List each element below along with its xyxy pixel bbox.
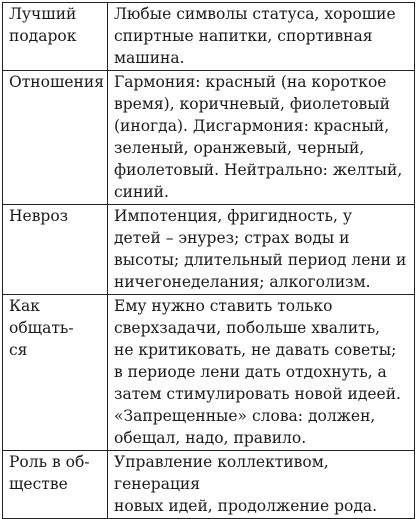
table-row (3, 205, 415, 295)
row-term-relations: Отношения (3, 71, 108, 205)
row-term-how-to-communicate: Как общать- ся (3, 295, 108, 451)
row-description-role-in-society: Управление коллективом, генерация новых идей, продолжение рода. (108, 451, 415, 519)
row-description-how-to-communicate: Ему нужно ставить только сверхзадачи, побольше хвалить, не критиковать, не давать советы; в периоде лени дать отдохнуть, а затем стимулировать новой идеей. «Запрещенные» слова: должен, обещал, надо, правило. (108, 295, 415, 451)
table-body (3, 3, 415, 519)
table-row (3, 3, 415, 71)
row-description-best-gift: Любые символы статуса, хорошие спиртные напитки, спортивная машина. (108, 3, 415, 71)
table-row (3, 451, 415, 519)
characteristics-table (2, 2, 415, 519)
row-description-neurosis: Импотенция, фригидность, у детей – энурез; страх воды и высоты; длительный период лени и ничегонеделания; алкоголизм. (108, 205, 415, 295)
table-row (3, 71, 415, 205)
row-description-relations: Гармония: красный (на короткое время), коричневый, фиолетовый (иногда). Дисгармония: красный, зеленый, оранжевый, черный, фиолетовый. Нейтрально: желтый, синий. (108, 71, 415, 205)
row-term-neurosis: Невроз (3, 205, 108, 295)
table-row (3, 295, 415, 451)
row-term-best-gift: Лучший подарок (3, 3, 108, 71)
row-term-role-in-society: Роль в об- ществе (3, 451, 108, 519)
